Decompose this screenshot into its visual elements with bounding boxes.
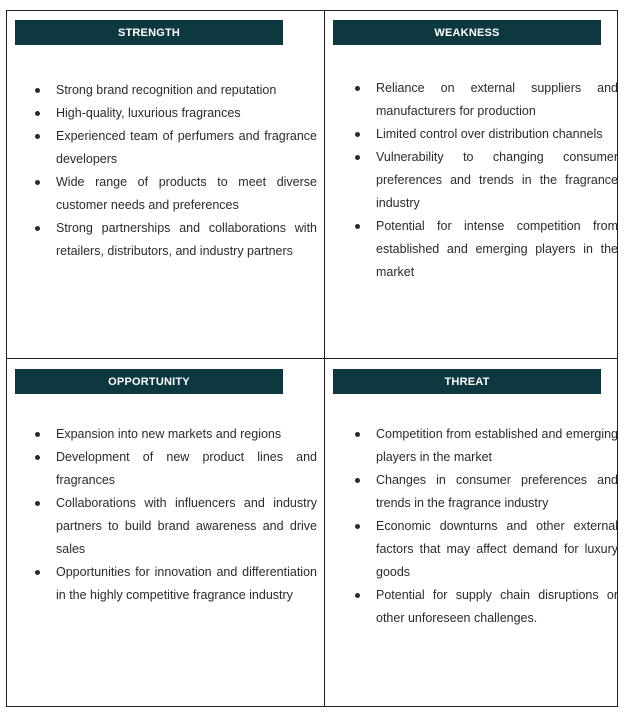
list-item [353, 584, 618, 630]
list-item [33, 561, 317, 607]
list-item-text: Potential for intense competition from established and emerging players in the market [376, 219, 618, 279]
bullet-icon [355, 132, 360, 137]
bullet-icon [355, 155, 360, 160]
list-item [33, 446, 317, 492]
bullet-icon [35, 180, 40, 185]
list-item-text: Opportunities for innovation and differentiation in the highly competitive fragrance industry [56, 565, 317, 602]
list-item-text: Strong partnerships and collaborations with retailers, distributors, and industry partners [56, 221, 317, 258]
list-item-text: Collaborations with influencers and industry partners to build brand awareness and drive sales [56, 496, 317, 556]
bullet-icon [355, 593, 360, 598]
list-item [33, 102, 317, 125]
list-item [33, 423, 317, 446]
bullet-icon [355, 524, 360, 529]
opportunity-header: OPPORTUNITY [15, 369, 283, 394]
bullet-icon [35, 134, 40, 139]
list-item-text: Wide range of products to meet diverse customer needs and preferences [56, 175, 317, 212]
strength-list [33, 79, 317, 263]
threat-list [353, 423, 618, 630]
bullet-icon [35, 111, 40, 116]
list-item-text: Competition from established and emerging players in the market [376, 427, 618, 464]
opportunity-list [33, 423, 317, 607]
list-item [353, 77, 618, 123]
list-item [353, 146, 618, 215]
list-item-text: Strong brand recognition and reputation [56, 83, 277, 97]
weakness-list [353, 77, 618, 284]
bullet-icon [35, 88, 40, 93]
bullet-icon [35, 455, 40, 460]
opportunity-quadrant [7, 359, 324, 706]
list-item-text: Reliance on external suppliers and manufacturers for production [376, 81, 618, 118]
list-item-text: Potential for supply chain disruptions or other unforeseen challenges. [376, 588, 618, 625]
list-item-text: High-quality, luxurious fragrances [56, 106, 241, 120]
list-item [353, 469, 618, 515]
swot-table [6, 10, 618, 707]
list-item [33, 125, 317, 171]
bullet-icon [355, 224, 360, 229]
list-item-text: Experienced team of perfumers and fragrance developers [56, 129, 317, 166]
list-item [33, 217, 317, 263]
strength-header: STRENGTH [15, 20, 283, 45]
list-item-text: Limited control over distribution channels [376, 127, 603, 141]
bullet-icon [35, 570, 40, 575]
list-item [353, 423, 618, 469]
bullet-icon [355, 86, 360, 91]
bullet-icon [35, 501, 40, 506]
list-item-text: Development of new product lines and fragrances [56, 450, 317, 487]
threat-header: THREAT [333, 369, 601, 394]
strength-quadrant [7, 11, 324, 358]
list-item [353, 123, 618, 146]
list-item [353, 215, 618, 284]
list-item [33, 171, 317, 217]
list-item-text: Vulnerability to changing consumer preferences and trends in the fragrance industry [376, 150, 618, 210]
list-item [33, 79, 317, 102]
bullet-icon [35, 226, 40, 231]
list-item [33, 492, 317, 561]
list-item-text: Expansion into new markets and regions [56, 427, 282, 441]
list-item-text: Economic downturns and other external factors that may affect demand for luxury goods [376, 519, 618, 579]
list-item-text: Changes in consumer preferences and trends in the fragrance industry [376, 473, 618, 510]
list-item [353, 515, 618, 584]
bullet-icon [35, 432, 40, 437]
bullet-icon [355, 478, 360, 483]
weakness-header: WEAKNESS [333, 20, 601, 45]
weakness-quadrant [325, 11, 618, 358]
bullet-icon [355, 432, 360, 437]
threat-quadrant [325, 359, 618, 706]
